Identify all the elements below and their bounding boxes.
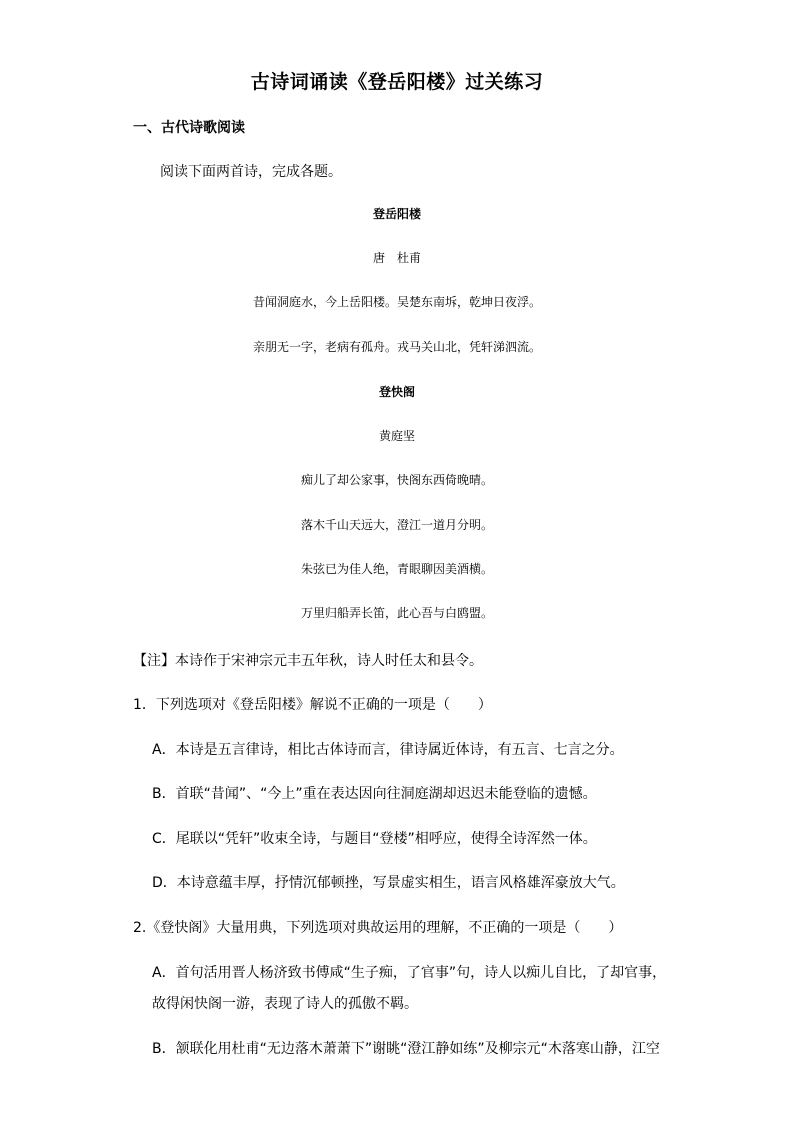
question-1-option-a: A．本诗是五言律诗，相比古体诗而言，律诗属近体诗，有五言、七言之分。: [152, 742, 624, 758]
instruction-text: 阅读下面两首诗，完成各题。: [160, 164, 342, 180]
question-2-option-a-continued: 故得闲快阁一游，表现了诗人的孤傲不羁。: [152, 996, 418, 1012]
poem1-line: 昔闻洞庭水，今上岳阳楼。吴楚东南坼，乾坤日夜浮。: [252, 295, 541, 309]
question-2-stem: 2.《登快阁》大量用典，下列选项对典故运用的理解，不正确的一项是（ ）: [133, 920, 623, 936]
poem2-author: 黄庭坚: [378, 429, 415, 443]
poem2-line: 万里归船弄长笛，此心吾与白鸥盟。: [300, 606, 493, 620]
poem1-author: 唐 杜甫: [372, 251, 421, 265]
question-2-option-a: A．首句活用晋人杨济致书傅咸“生子痴，了官事”句，诗人以痴儿自比，了却官事，: [152, 965, 667, 981]
question-1-stem: 1．下列选项对《登岳阳楼》解说不正确的一项是（ ）: [133, 697, 492, 713]
question-2-option-b: B．颔联化用杜甫“无边落木萧萧下”谢眺“澄江静如练”及柳宗元“木落寒山静，江空: [152, 1041, 660, 1057]
poem2-line: 朱弦已为佳人绝，青眼聊因美酒横。: [300, 562, 493, 576]
poem-note: 【注】本诗作于宋神宗元丰五年秋，诗人时任太和县令。: [133, 653, 483, 669]
question-1-option-b: B．首联“昔闻”、“今上”重在表达因向往洞庭湖却迟迟未能登临的遗憾。: [152, 786, 597, 802]
poem1-line: 亲朋无一字，老病有孤舟。戎马关山北，凭轩涕泗流。: [252, 340, 541, 354]
poem2-title: 登快阁: [378, 385, 415, 399]
question-1-option-c: C．尾联以“凭轩”收束全诗，与题目“登楼”相呼应，使得全诗浑然一体。: [152, 831, 597, 847]
poem2-line: 痴儿了却公家事，快阁东西倚晚晴。: [300, 473, 493, 487]
section-heading: 一、古代诗歌阅读: [133, 120, 245, 136]
question-1-option-d: D．本诗意蕴丰厚，抒情沉郁顿挫，写景虚实相生，语言风格雄浑豪放大气。: [152, 875, 625, 891]
poem2-line: 落木千山天远大，澄江一道月分明。: [300, 518, 493, 532]
page-title: 古诗词诵读《登岳阳楼》过关练习: [250, 71, 544, 93]
poem1-title: 登岳阳楼: [372, 207, 421, 221]
